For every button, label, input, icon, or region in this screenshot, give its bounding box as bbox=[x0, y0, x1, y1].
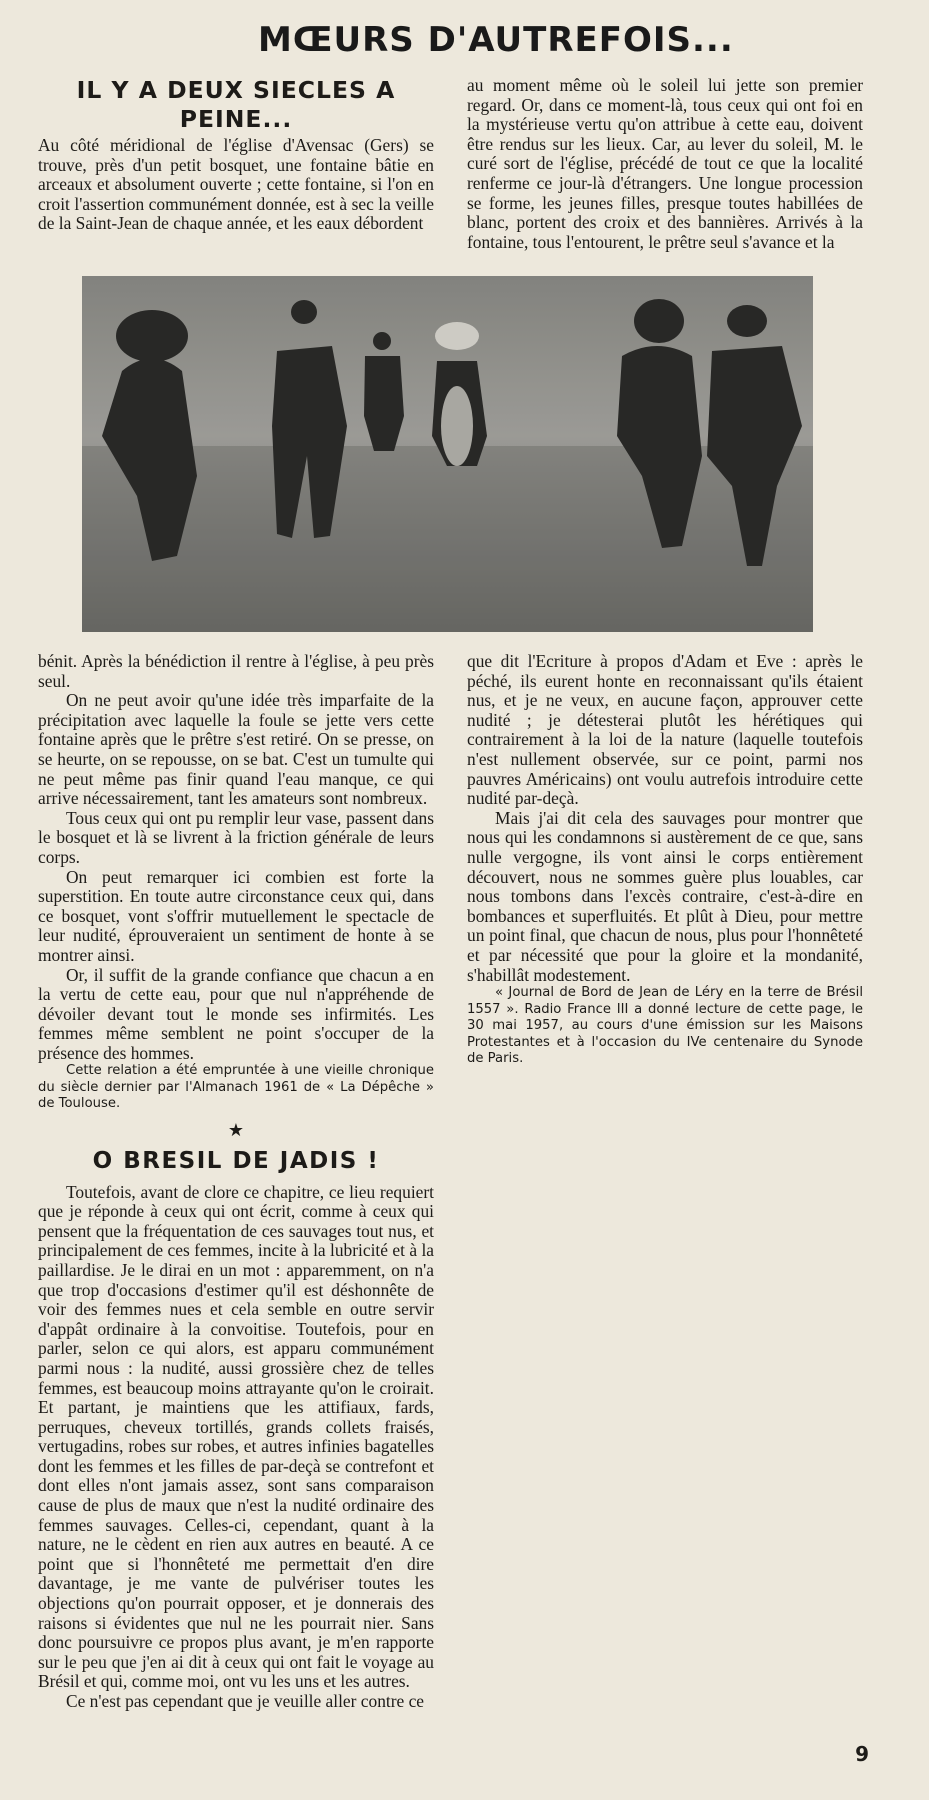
article1-paragraph: Au côté méridional de l'église d'Avensac (Gers) se trouve, près d'un petit bosquet, une fontaine bâtie en arceaux et absolument ouverte ; cette fontaine, si l'on en croit l'assertion communément donnée, est à sec la veille de la Saint-Jean de chaque année, et les eaux débordent bbox=[38, 135, 434, 234]
article1-paragraph: Or, il suffit de la grande confiance que chacun a en la vertu de cette eau, pour que nul n'appréhende de dévoiler devant tout le monde ses infirmités. Les femmes même semblent ne point s'occuper de la présence des hommes. bbox=[38, 964, 434, 1063]
article2-paragraph: que dit l'Ecriture à propos d'Adam et Eve : après le péché, ils eurent honte en reconnaissant qu'ils étaient nus, et je ne veux, en aucune façon, approuver cette nudité ; je détesterai plutôt les hérétiques qui contrairement à la loi de la nature (laquelle toutefois n'est nullement observée, sur ce point, parmi nos pauvres Américains) ont voulu autrefois introduire cette nudité par-deçà. bbox=[467, 651, 863, 809]
column-upper-left bbox=[38, 76, 434, 252]
article2-paragraph: Mais j'ai dit cela des sauvages pour montrer que nous qui les condamnons si austèrement de ce que, sans nulle vergogne, ils vont ainsi le corps entièrement découvert, nous ne sommes guère plus louables, car nous tombons dans l'excès contraire, c'est-à-dire en bombances et superfluités. Et plût à Dieu, pour mettre un point final, que chacun de nous, plus pour l'honnêteté et par nécessité que pour la gloire et la mondanité, s'habillât modestement. bbox=[467, 807, 863, 985]
article1-title: IL Y A DEUX SIECLES A PEINE... bbox=[76, 76, 396, 133]
column-lower-left bbox=[38, 652, 434, 1722]
article1-paragraph: On peut remarquer ici combien est forte la superstition. En toute autre circonstance ceux qui, dans ce bosquet, vont s'offrir mutuellement le spectacle de leur nudité, éprouveraient un sentiment de honte à se montrer ainsi. bbox=[38, 866, 434, 965]
photo-illustration bbox=[82, 276, 813, 632]
article2-paragraph: Toutefois, avant de clore ce chapitre, ce lieu requiert que je réponde à ceux qui ont écrit, comme à ceux qui pensent que la fréquentation de ces sauvages tout nus, et principalement de ces femmes, incite à la lubricité et à la paillardise. Je le dirai en un mot : apparemment, on n'a que trop d'occasions d'estimer qu'il est déshonnête de voir des femmes nues et cela semble en outre servir d'appât ordinaire à la convoitise. Toutefois, pour en parler, selon ce qui alors, est apparu communément parmi nous : la nudité, aussi grossière chez de telles femmes, est beaucoup moins attrayante qu'on le croirait. Et partant, je maintiens que les attifiaux, fards, perruques, cheveux tortillés, grands collets fraisés, vertugadins, robes sur robes, et autres infinies bagatelles dont les femmes et les filles de par-deçà se contrefont et dont elles n'ont jamais assez, sont sans comparaison cause de plus de maux que n'est la nudité ordinaire des femmes sauvages. Celles-ci, cependant, quant à la nature, ne le cèdent en rien aux autres en beauté. A ce point que si l'honnêteté me permettait d'en dire davantage, je me vante de pulvériser toutes les objections qu'on pourrait opposer, et je donnerais des raisons si évidentes que nul ne les pourrait nier. Sans donc poursuivre ce propos plus avant, je m'en rapporte sur le peu que j'en ai dit à ceux qui ont fait le voyage au Brésil et qui, comme moi, ont vu les uns et les autres. bbox=[38, 1181, 434, 1692]
article2-paragraph: Ce n'est pas cependant que je veuille aller contre ce bbox=[66, 1691, 425, 1711]
article1-paragraph: Tous ceux qui ont pu remplir leur vase, passent dans le bosquet et là se livrent à la friction générale de leurs corps. bbox=[38, 807, 434, 867]
page-title: MŒURS D'AUTREFOIS... bbox=[258, 20, 734, 60]
article2-title: O BRESIL DE JADIS ! bbox=[92, 1147, 380, 1174]
article2-source-note: « Journal de Bord de Jean de Léry en la terre de Brésil 1557 ». Radio France III a donné lecture de cette page, le 30 mai 1957, au cours d'une émission sur les Maisons Protestantes et à l'occasion du IVe centenaire du Synode de Paris. bbox=[467, 985, 863, 1067]
article1-source-note: Cette relation a été empruntée à une vieille chronique du siècle dernier par l'Almanach 1961 de « La Dépêche » de Toulouse. bbox=[38, 1063, 434, 1112]
column-lower-right bbox=[467, 652, 863, 1722]
separator-star: ★ bbox=[227, 1119, 245, 1140]
article1-paragraph: au moment même où le soleil lui jette son premier regard. Or, dans ce moment-là, tous ceux qui ont foi en la mystérieuse vertu qu'on attribue à cette eau, doivent être rendus sur les lieux. Car, au lever du soleil, M. le curé sort de l'église, précédé de tout ce que la localité renferme ce jour-là d'étrangers. Une longue procession se forme, les jeunes filles, presque toutes habillées de blanc, portent des croix et des bannières. Arrivés à la fontaine, tous l'entourent, le prêtre seul s'avance et la bbox=[467, 75, 863, 252]
article1-paragraph: On ne peut avoir qu'une idée très imparfaite de la précipitation avec laquelle la foule se jette vers cette fontaine après que le prêtre s'est retiré. On se presse, on se heurte, on se repousse, on se bat. C'est un tumulte qui ne peut même pas finir quand l'eau manque, ce qui arrive nécessairement, tant les amateurs sont nombreux. bbox=[38, 690, 434, 809]
article1-paragraph: bénit. Après la bénédiction il rentre à l'église, à peu près seul. bbox=[38, 651, 434, 691]
page-number: 9 bbox=[855, 1742, 869, 1766]
column-upper-right bbox=[467, 76, 863, 252]
beach-photograph bbox=[82, 276, 813, 632]
